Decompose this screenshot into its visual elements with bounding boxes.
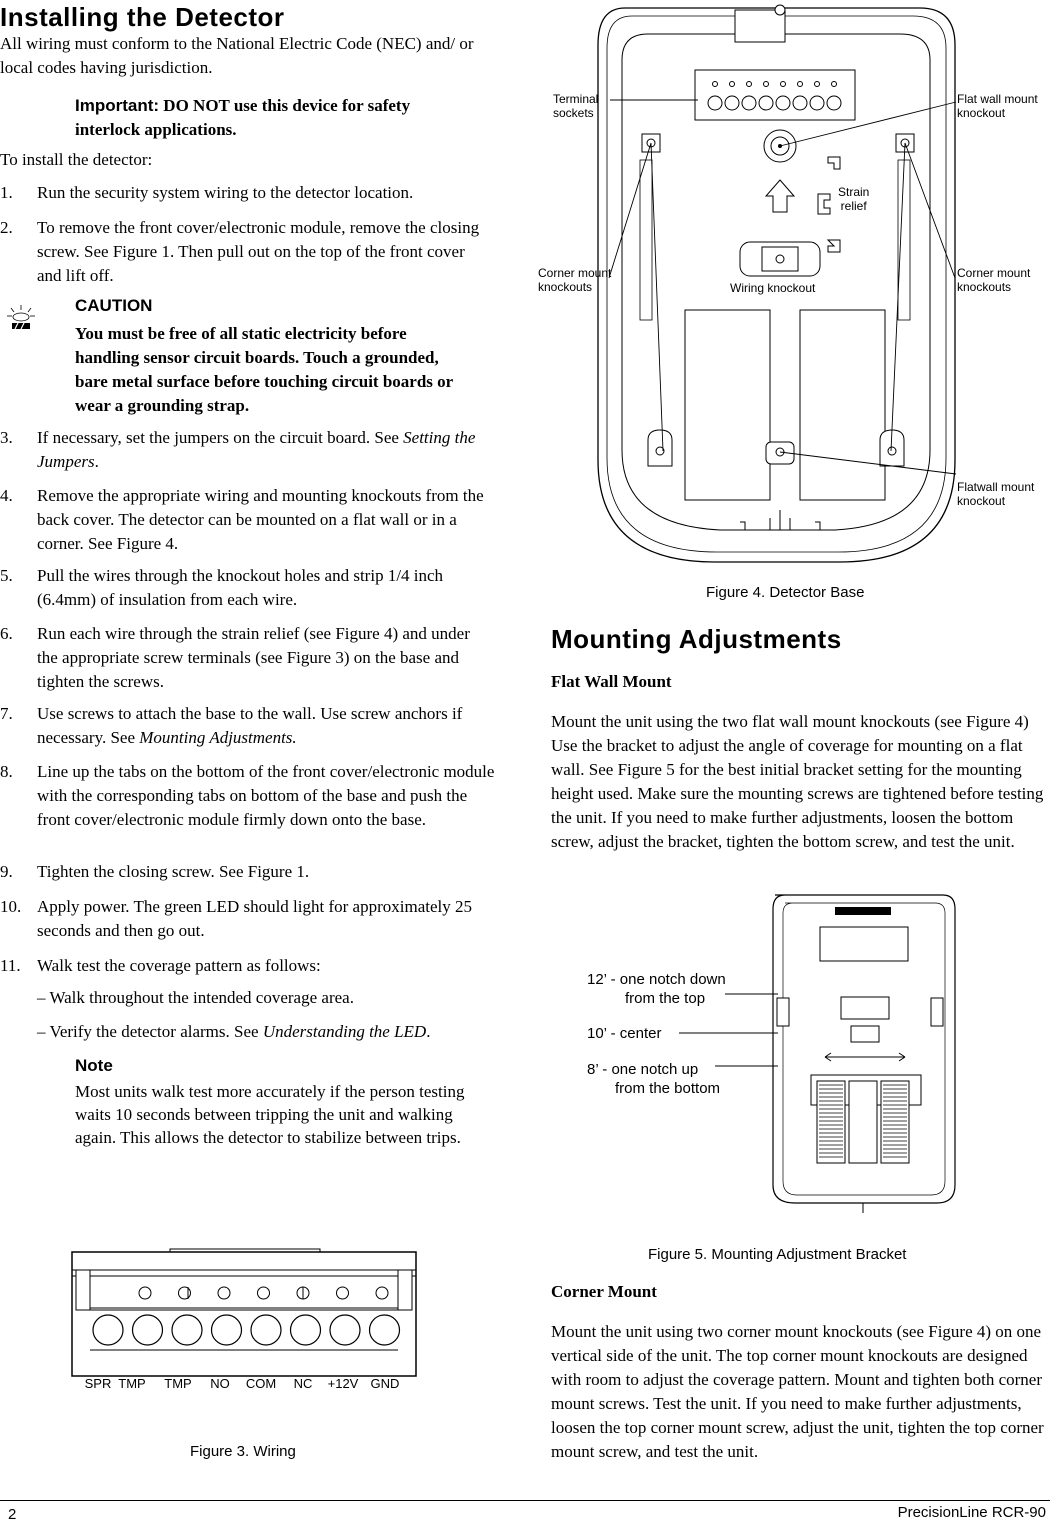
step-2 — [0, 216, 505, 288]
figure-4-caption: Figure 4. Detector Base — [706, 584, 865, 601]
step-text: Line up the tabs on the bottom of the front cover/electronic module with the corresponding tabs on bottom of the base and push the front cover/electronic module firmly down onto the base. — [37, 762, 495, 829]
step-number: 10. — [0, 897, 22, 916]
footer-title: PrecisionLine RCR-90 — [897, 1504, 1046, 1521]
step-number: 5. — [0, 566, 13, 585]
flat-wall-paragraph: Mount the unit using the two flat wall mount knockouts (see Figure 4) Use the bracket to adjust the angle of coverage for mounting on a flat wall. See Figure 5 for the best initial bracket setting for the mounting height used. Make sure the mounting screws are tightened before testing the unit. If you need to make further adjustments, loosen the bottom screw, adjust the bracket, tighten the bottom screw, and test the unit. — [551, 712, 1044, 851]
step-text: Apply power. The green LED should light for approximately 25 seconds and then go out. — [37, 897, 472, 940]
terminal-socket — [251, 1315, 281, 1345]
corner-mount-paragraph: Mount the unit using two corner mount knockouts (see Figure 4) on one vertical side of the unit. The top corner mount knockouts are designed with room to adjust the coverage pattern. Mount and tighten both corner mount screws. Test the unit. If you need to make further adjustments, loosen the top corner mount screw, adjust the unit, tighten the top corner mount screw, and test the unit. — [551, 1322, 1044, 1461]
step-text: Run each wire through the strain relief (see Figure 4) and under the appropriate screw terminals (see Figure 3) on the base and tighten the screws. — [37, 624, 470, 691]
section-heading-installing: Installing the Detector — [0, 2, 285, 32]
terminal-screw — [376, 1287, 388, 1299]
terminal-socket — [93, 1315, 123, 1345]
important-text: DO NOT use this device for safety interlock applications. — [75, 96, 411, 139]
callout-wiring-knockout: Wiring knockout — [730, 281, 816, 295]
terminal-label: TMP — [164, 1376, 192, 1391]
step-number: 6. — [0, 624, 13, 643]
bracket-label-10ft: 10’ - center — [587, 1025, 662, 1042]
step-4 — [0, 484, 505, 556]
terminal-socket — [212, 1315, 242, 1345]
to-install-lead: To install the detector: — [0, 150, 153, 169]
section-heading-mounting: Mounting Adjustments — [551, 624, 842, 654]
base-terminal-screw — [764, 82, 769, 87]
terminal-label: NO — [210, 1376, 230, 1391]
base-terminal-screw — [747, 82, 752, 87]
callout-corner-mount-left: Corner mount knockouts — [538, 266, 612, 294]
intro-paragraph: All wiring must conform to the National Electric Code (NEC) and/ or local codes having jurisdiction. — [0, 34, 474, 77]
step-11 — [0, 954, 505, 978]
step-number: 7. — [0, 704, 13, 723]
note-text: Most units walk test more accurately if the person testing waits 10 seconds between tripping the unit and walking again. This allows the detector to stabilize between trips. — [75, 1082, 465, 1147]
terminal-screw — [139, 1287, 151, 1299]
terminal-screw — [218, 1287, 230, 1299]
step-text: Pull the wires through the knockout holes and strip 1/4 inch (6.4mm) of insulation from each wire. — [37, 566, 444, 609]
step-8 — [0, 760, 505, 832]
subheading-corner-mount: Corner Mount — [551, 1282, 657, 1301]
step-text: Walk test the coverage pattern as follows: — [37, 956, 321, 975]
step-number: 2. — [0, 218, 13, 237]
terminal-socket — [291, 1315, 321, 1345]
terminal-label: NC — [293, 1376, 313, 1391]
step-text: Tighten the closing screw. See Figure 1. — [37, 862, 310, 881]
step-7 — [0, 702, 505, 750]
step-5 — [0, 564, 505, 612]
terminal-socket — [133, 1315, 163, 1345]
step-text: Run the security system wiring to the detector location. — [37, 183, 414, 202]
figure-5-caption: Figure 5. Mounting Adjustment Bracket — [648, 1246, 907, 1263]
page-number: 2 — [8, 1506, 17, 1523]
step-number: 3. — [0, 428, 13, 447]
step-number: 1. — [0, 183, 13, 202]
step-6 — [0, 622, 505, 694]
terminal-label: +12V — [327, 1376, 359, 1391]
terminal-label: COM — [245, 1376, 277, 1391]
terminal-screw — [258, 1287, 270, 1299]
base-terminal-socket — [827, 96, 841, 110]
callout-flat-wall-mount-top: Flat wall mount knockout — [957, 92, 1038, 120]
terminal-label: GND — [370, 1376, 400, 1391]
terminal-socket — [172, 1315, 202, 1345]
base-terminal-socket — [776, 96, 790, 110]
subheading-flat-wall: Flat Wall Mount — [551, 672, 672, 691]
important-notice — [75, 94, 475, 142]
terminal-label: TMP — [118, 1376, 146, 1391]
walk-test-item-1: – Walk throughout the intended coverage area. — [37, 988, 354, 1007]
important-label: Important: — [75, 96, 160, 115]
base-terminal-screw — [815, 82, 820, 87]
step-number: 8. — [0, 762, 13, 781]
figure-3-wiring-diagram — [70, 1246, 420, 1406]
base-terminal-socket — [793, 96, 807, 110]
terminal-screw — [179, 1287, 191, 1299]
footer-rule — [0, 1500, 1050, 1501]
terminal-socket — [330, 1315, 360, 1345]
base-terminal-socket — [810, 96, 824, 110]
caution-text: You must be free of all static electricity before handling sensor circuit boards. Touch a grounded, bare metal surface before touching circuit boards or wear a grounding strap. — [75, 324, 453, 415]
base-terminal-socket — [725, 96, 739, 110]
base-terminal-socket — [742, 96, 756, 110]
note-label: Note — [75, 1056, 113, 1075]
step-1 — [0, 181, 505, 205]
caution-label: CAUTION — [75, 296, 153, 315]
base-terminal-screw — [798, 82, 803, 87]
callout-terminal-sockets: Terminal sockets — [553, 92, 599, 120]
base-terminal-screw — [781, 82, 786, 87]
terminal-label: SPR — [84, 1376, 112, 1391]
base-terminal-socket — [759, 96, 773, 110]
step-number: 4. — [0, 486, 13, 505]
step-10 — [0, 895, 505, 943]
walk-test-item-2: – Verify the detector alarms. See Understanding the LED. — [37, 1022, 431, 1041]
step-number: 11. — [0, 956, 21, 975]
step-3 — [0, 426, 505, 474]
bracket-label-8ft: 8’ - one notch up from the bottom — [587, 1061, 721, 1097]
step-number: 9. — [0, 862, 13, 881]
base-terminal-socket — [708, 96, 722, 110]
terminal-socket — [370, 1315, 400, 1345]
step-9 — [0, 860, 505, 884]
step-text: To remove the front cover/electronic module, remove the closing screw. See Figure 1. Then pull out on the top of the front cover and lift off. — [37, 218, 480, 285]
terminal-screw — [337, 1287, 349, 1299]
callout-flat-wall-mount-bottom: Flatwall mount knockout — [957, 480, 1035, 508]
callout-strain-relief: Strain relief — [838, 185, 870, 213]
bracket-label-12ft: 12’ - one notch down from the top — [587, 971, 726, 1007]
step-text: If necessary, set the jumpers on the circuit board. See Setting the Jumpers. — [37, 428, 476, 471]
callout-corner-mount-right: Corner mount knockouts — [957, 266, 1031, 294]
step-text: Use screws to attach the base to the wall. Use screw anchors if necessary. See Mounting Adjustments. — [37, 704, 463, 747]
step-text: Remove the appropriate wiring and mounting knockouts from the back cover. The detector can be mounted on a flat wall or in a corner. See Figure 4. — [37, 486, 484, 553]
figure-5-bracket-diagram — [575, 885, 1045, 1215]
static-warning-icon — [6, 303, 36, 333]
base-terminal-screw — [730, 82, 735, 87]
base-terminal-screw — [832, 82, 837, 87]
base-terminal-screw — [713, 82, 718, 87]
figure-3-caption: Figure 3. Wiring — [190, 1443, 296, 1460]
